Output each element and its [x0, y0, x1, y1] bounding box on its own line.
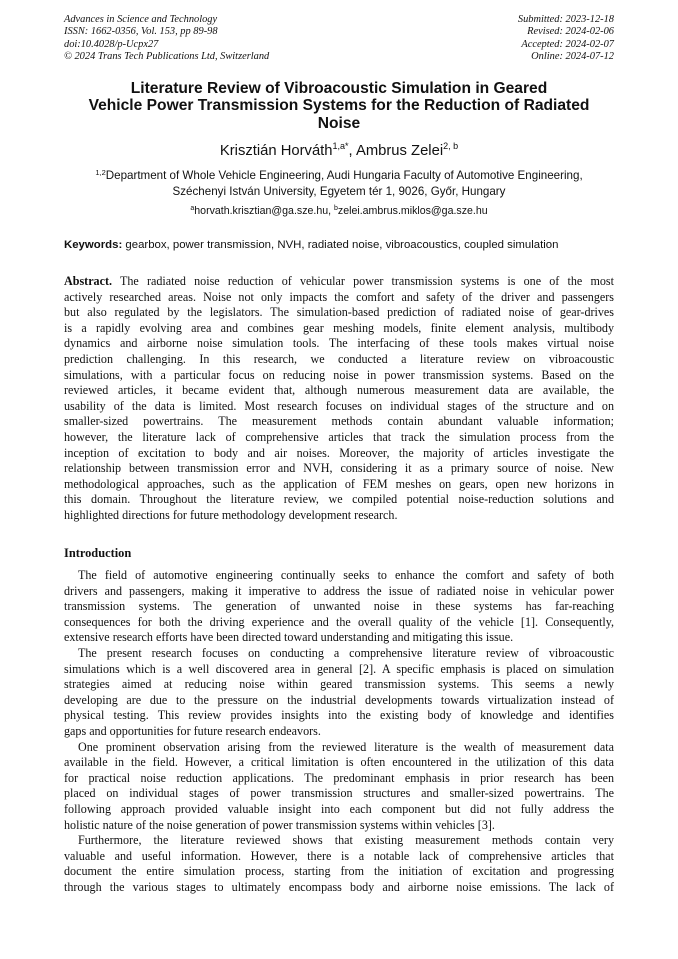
keywords — [64, 238, 614, 252]
publication-dates — [518, 14, 614, 64]
abstract-line: usability of the data is limited. Most research focuses on individual stages of the structure and on — [64, 398, 614, 413]
email-separator: , — [328, 205, 334, 217]
body-line: through the various stages to ultimately encompass body and airborne noise emissions. The lack of — [64, 879, 614, 894]
abstract-line: prediction challenging. In this research, we conducted a literature review on vibroacoustic — [64, 351, 614, 366]
issn-volume: ISSN: 1662-0356, Vol. 153, pp 89-98 — [64, 26, 218, 38]
body-line: transmission systems. The generation of unwanted noise in these systems has far-reaching — [64, 599, 614, 614]
keywords-text: gearbox, power transmission, NVH, radiated noise, vibroacoustics, coupled simulation — [122, 239, 559, 251]
email-link[interactable]: horvath.krisztian@ga.sze.hu — [194, 205, 329, 217]
body-line: valuable and useful information. However, there is a notable lack of comprehensive articles that — [64, 848, 614, 863]
doi: doi:10.4028/p-Ucpx27 — [64, 38, 159, 50]
title-line: Noise — [317, 114, 361, 132]
abstract-line: is a rapidly evolving area and combines gear meshing models, finite element analysis, multibody — [64, 320, 614, 335]
body-line: consequences for both the driving experience and the overall quality of the vehicle [1]. Consequently, — [64, 614, 614, 629]
body-line: The present research focuses on conducting a comprehensive literature review of vibroacoustic — [78, 645, 614, 660]
email-mark: b — [334, 205, 338, 212]
author-list — [64, 142, 614, 160]
abstract-line: inception of excitation to body and air noises. Moreover, the majority of articles investigate the — [64, 445, 614, 460]
affiliation-mark: 1,2 — [95, 168, 106, 177]
abstract-text: The radiated noise reduction of vehicular power transmission systems is one of the most — [112, 274, 614, 288]
title-line: Vehicle Power Transmission Systems for the Reduction of Radiated — [88, 97, 590, 115]
body-line: physical testing. This review provides insights into the existing body of knowledge and identifies — [64, 708, 614, 723]
body-line: Furthermore, the literature reviewed shows that existing measurement methods contain very — [78, 833, 614, 848]
author-separator: , — [348, 143, 356, 159]
introduction-body — [64, 568, 614, 895]
abstract-line: simulations, with a particular focus on reducing noise in power transmission systems. Based on the — [64, 367, 614, 382]
section-heading: Introduction — [64, 546, 132, 560]
abstract-line: methodological approaches, such as the application of FEM meshes on gears, open new horizons in — [64, 476, 614, 491]
body-line: document the entire simulation process, starting from the initiation of excitation and progressing — [64, 864, 614, 879]
body-line: The field of automotive engineering continually seeks to enhance the comfort and safety of both — [78, 568, 614, 582]
abstract-label: Abstract. — [64, 274, 113, 288]
affiliation — [64, 168, 614, 200]
body-line: following approach provided valuable insight into each component but did not fully address the — [64, 801, 614, 816]
body-line: strategies aimed at reducing noise within geared transmission systems. This seems a newly — [64, 677, 614, 692]
abstract-line: highlighted directions for future methodology development research. — [64, 507, 398, 522]
copyright: © 2024 Trans Tech Publications Ltd, Switzerland — [64, 51, 270, 63]
body-line: available in the field. However, a critical limitation is often encountered in the utilization of this data — [64, 755, 614, 770]
body-line: placed on individual stages of power transmission structures and smaller-sized powertrains. The — [64, 786, 614, 801]
author-emails — [64, 204, 614, 218]
abstract-line: reviewed articles, it became evident that, although numerous measurement data are available, the — [64, 383, 614, 398]
author-affiliation-mark: 2, b — [443, 141, 459, 151]
body-line: One prominent observation arising from the reviewed literature is the wealth of measurement data — [78, 739, 614, 754]
date-online: Online: 2024-07-12 — [531, 51, 614, 63]
author-affiliation-mark: 1,a* — [332, 141, 349, 151]
abstract-line: actively researched areas. Noise not only impacts the comfort and safety of the driver and passengers — [64, 289, 614, 304]
body-line: developing are due to the pressure on the industrial developments towards virtualization instead of — [64, 692, 614, 707]
date-accepted: Accepted: 2024-02-07 — [521, 38, 614, 50]
abstract-line: but also regulated by the legislators. The simulation-based prediction of radiated noise of gear-drives — [64, 305, 614, 320]
body-line: for practical noise reduction applications. The predominant emphasis in prior research has been — [64, 770, 614, 785]
body-line: simulations which is a well discovered area in general [2]. A specific emphasis is placed on simulation — [64, 661, 614, 676]
author-name: Ambrus Zelei — [355, 143, 444, 159]
title-line: Literature Review of Vibroacoustic Simulation in Geared — [130, 80, 548, 97]
body-line: extensive research efforts have been directed toward understanding and mitigating this issue. — [64, 630, 514, 645]
email-mark: a — [190, 205, 195, 212]
journal-header — [64, 14, 614, 66]
affiliation-text: Department of Whole Vehicle Engineering, Audi Hungaria Faculty of Automotive Engineering, — [105, 169, 583, 182]
journal-name: Advances in Science and Technology — [64, 14, 218, 25]
date-revised: Revised: 2024-02-06 — [527, 26, 614, 38]
body-line: gaps and opportunities for future research endeavors. — [64, 723, 321, 738]
abstract-line — [64, 274, 614, 290]
affiliation-line: Széchenyi István University, Egyetem tér 1, 9026, Győr, Hungary — [172, 185, 506, 198]
affiliation-line — [64, 168, 614, 184]
author-name: Krisztián Horváth — [219, 143, 333, 159]
abstract-line: smaller-sized powertrains. The measurement methods contain abundant valuable information; — [64, 414, 614, 429]
body-line: holistic nature of the noise generation of power transmission systems within vehicles [3]. — [64, 817, 495, 832]
abstract-line: this domain. Throughout the literature review, we compiled potential noise-reduction solutions and — [64, 492, 614, 507]
keywords-label: Keywords: — [64, 239, 123, 251]
journal-info — [64, 14, 269, 64]
paper-title — [64, 80, 614, 132]
abstract — [64, 274, 614, 524]
body-line: drivers and passengers, making it imperative to address the issue of radiated noise in vehicular power — [64, 583, 614, 598]
email-link[interactable]: zelei.ambrus.miklos@ga.sze.hu — [337, 205, 488, 217]
date-submitted: Submitted: 2023-12-18 — [517, 14, 614, 25]
abstract-line: however, the literature lack of comprehensive articles that track the simulation process from the — [64, 429, 614, 444]
abstract-line: relationship between transmission error and NVH, considering it as a primary source of noise. New — [64, 461, 614, 476]
abstract-line: dynamics and airborne noise simulation tools. The interfacing of these tools makes virtual noise — [64, 336, 614, 351]
